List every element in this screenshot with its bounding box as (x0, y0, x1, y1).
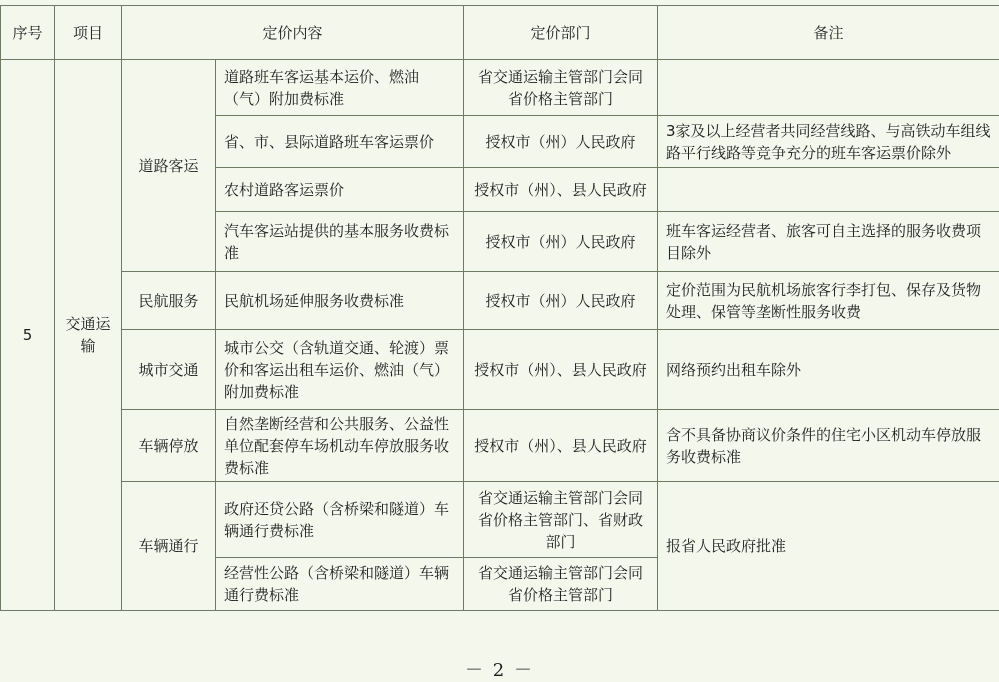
header-content: 定价内容 (122, 6, 464, 60)
note-cell: 含不具备协商议价条件的住宅小区机动车停放服务收费标准 (658, 410, 999, 482)
header-seq: 序号 (1, 6, 55, 60)
dept-cell: 省交通运输主管部门会同省价格主管部门 (464, 60, 658, 116)
dept-cell: 授权市（州）、县人民政府 (464, 168, 658, 212)
note-cell (658, 60, 999, 116)
note-cell (658, 168, 999, 212)
dept-cell: 授权市（州）人民政府 (464, 272, 658, 330)
note-cell: 网络预约出租车除外 (658, 330, 999, 410)
table-row (1, 410, 999, 482)
table-row (1, 272, 999, 330)
content-cell: 农村道路客运票价 (216, 168, 464, 212)
content-cell: 经营性公路（含桥梁和隧道）车辆通行费标准 (216, 558, 464, 611)
dept-cell: 省交通运输主管部门会同省价格主管部门 (464, 558, 658, 611)
content-cell: 省、市、县际道路班车客运票价 (216, 116, 464, 168)
dept-cell: 授权市（州）人民政府 (464, 116, 658, 168)
dept-cell: 授权市（州）人民政府 (464, 212, 658, 272)
group-road-passenger: 道路客运 (122, 60, 216, 272)
content-cell: 政府还贷公路（含桥梁和隧道）车辆通行费标准 (216, 482, 464, 558)
content-cell: 道路班车客运基本运价、燃油（气）附加费标准 (216, 60, 464, 116)
content-cell: 汽车客运站提供的基本服务收费标准 (216, 212, 464, 272)
dept-cell: 授权市（州）、县人民政府 (464, 330, 658, 410)
seq-cell: 5 (1, 60, 55, 611)
dept-cell: 授权市（州）、县人民政府 (464, 410, 658, 482)
group-urban-transport: 城市交通 (122, 330, 216, 410)
note-cell: 定价范围为民航机场旅客行李打包、保存及货物处理、保管等垄断性服务收费 (658, 272, 999, 330)
table-row (1, 482, 999, 558)
group-vehicle-toll: 车辆通行 (122, 482, 216, 611)
note-cell: 3家及以上经营者共同经营线路、与高铁动车组线路平行线路等竞争充分的班车客运票价除外 (658, 116, 999, 168)
group-civil-aviation: 民航服务 (122, 272, 216, 330)
table-row (1, 330, 999, 410)
project-cell: 交通运输 (55, 60, 122, 611)
note-cell: 班车客运经营者、旅客可自主选择的服务收费项目除外 (658, 212, 999, 272)
dept-cell: 省交通运输主管部门会同省价格主管部门、省财政部门 (464, 482, 658, 558)
header-project: 项目 (55, 6, 122, 60)
content-cell: 民航机场延伸服务收费标准 (216, 272, 464, 330)
note-cell-merged: 报省人民政府批准 (658, 482, 999, 611)
header-note: 备注 (658, 6, 999, 60)
content-cell: 自然垄断经营和公共服务、公益性单位配套停车场机动车停放服务收费标准 (216, 410, 464, 482)
content-cell: 城市公交（含轨道交通、轮渡）票价和客运出租车运价、燃油（气）附加费标准 (216, 330, 464, 410)
pricing-table (0, 5, 999, 611)
page-number: － 2 － (465, 660, 534, 681)
group-vehicle-parking: 车辆停放 (122, 410, 216, 482)
table-header-row (1, 6, 999, 60)
table-row (1, 60, 999, 116)
header-dept: 定价部门 (464, 6, 658, 60)
